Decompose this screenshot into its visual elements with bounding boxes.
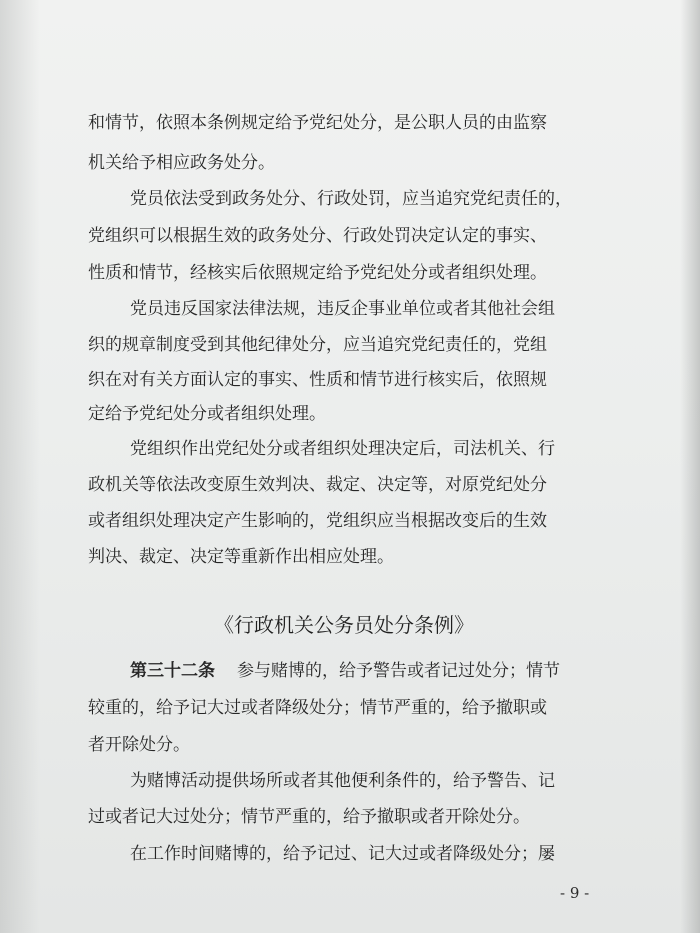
body-line: 在工作时间赌博的，给予记过、记大过或者降级处分；屡 [130,844,555,864]
body-line: 为赌博活动提供场所或者其他便利条件的，给予警告、记 [130,771,555,791]
body-line: 织在对有关方面认定的事实、性质和情节进行核实后，依照规 [88,370,547,390]
body-line: 党员依法受到政务处分、行政处罚，应当追究党纪责任的， [130,189,572,209]
body-line: 者开除处分。 [88,735,190,755]
section-title: 《行政机关公务员处分条例》 [214,613,474,637]
body-line: 过或者记大过处分；情节严重的，给予撤职或者开除处分。 [88,807,530,827]
body-line: 定给予党纪处分或者组织处理。 [88,404,326,424]
page-number: - 9 - [560,884,590,902]
body-line: 判决、裁定、决定等重新作出相应处理。 [88,547,394,567]
body-line: 政机关等依法改变原生效判决、裁定、决定等，对原党纪处分 [88,475,547,495]
body-line: 织的规章制度受到其他纪律处分，应当追究党纪责任的，党组 [88,335,547,355]
article-text: 参与赌博的，给予警告或者记过处分；情节 [237,661,560,681]
page-edge-shadow-left [0,0,40,933]
body-line: 机关给予相应政务处分。 [88,153,275,173]
body-line: 党组织作出党纪处分或者组织处理决定后，司法机关、行 [130,439,555,459]
body-line: 党组织可以根据生效的政务处分、行政处罚决定认定的事实、 [88,226,547,246]
body-line: 较重的，给予记大过或者降级处分；情节严重的，给予撤职或 [88,698,547,718]
body-line: 和情节，依照本条例规定给予党纪处分，是公职人员的由监察 [88,113,547,133]
body-line: 或者组织处理决定产生影响的，党组织应当根据改变后的生效 [88,511,547,531]
article-heading: 第三十二条 [130,661,215,681]
body-line: 党员违反国家法律法规，违反企事业单位或者其他社会组 [130,299,555,319]
body-line: 性质和情节，经核实后依照规定给予党纪处分或者组织处理。 [88,263,547,283]
page-edge-shadow-right [680,0,700,933]
article-first-line [130,660,560,682]
